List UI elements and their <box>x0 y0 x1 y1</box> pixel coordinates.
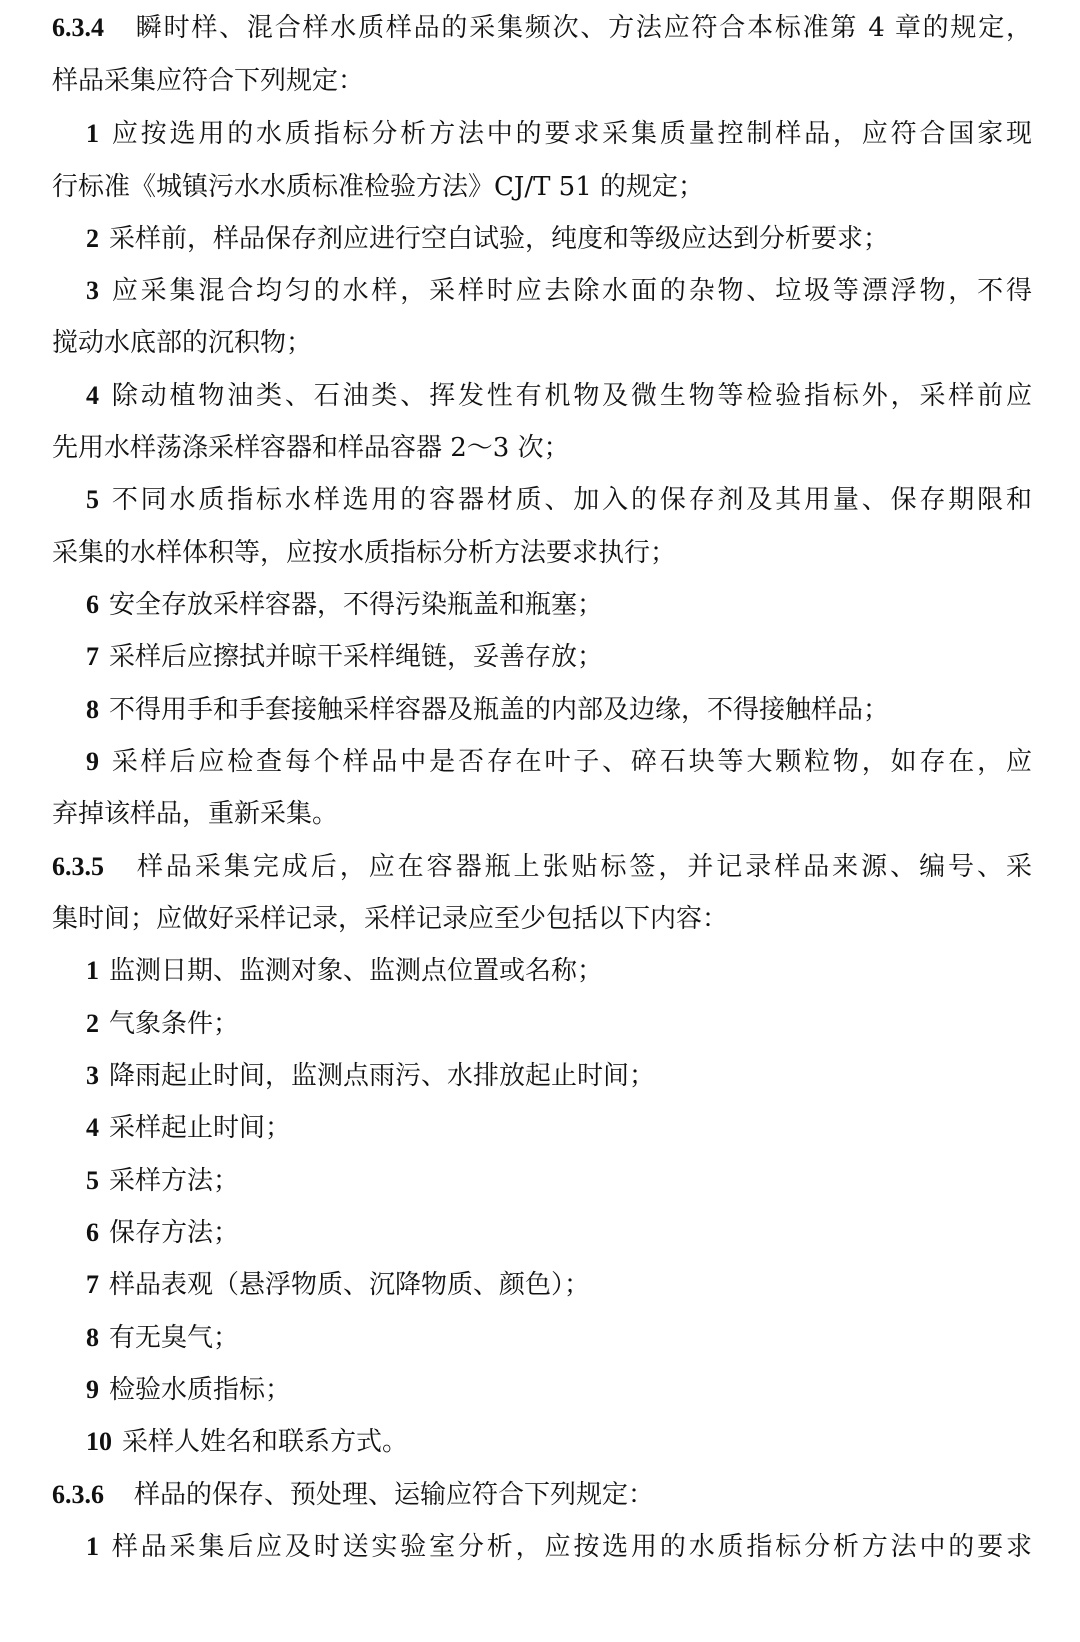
item-number: 1 <box>86 956 99 985</box>
list-item <box>86 1258 1032 1312</box>
item-number: 3 <box>86 1061 99 1090</box>
list-item <box>86 1520 1032 1574</box>
list-item <box>86 735 1032 789</box>
list-item-continuation <box>52 526 1032 580</box>
item-number: 2 <box>86 1009 99 1038</box>
list-item <box>86 997 1032 1051</box>
list-item <box>86 1101 1032 1155</box>
item-number: 7 <box>86 642 99 671</box>
item-text: 应按选用的水质指标分析方法中的要求采集质量控制样品，应符合国家现 <box>109 119 1032 149</box>
item-text: 搅动水底部的沉积物； <box>52 328 313 358</box>
item-text: 有无臭气； <box>109 1323 240 1353</box>
item-number: 9 <box>86 747 99 776</box>
list-item-continuation <box>52 787 1032 841</box>
item-number: 2 <box>86 224 99 253</box>
list-item-continuation <box>52 316 1032 370</box>
item-text: 采样起止时间； <box>109 1113 292 1143</box>
list-item <box>86 1049 1032 1103</box>
item-text: 监测日期、监测对象、监测点位置或名称； <box>109 956 604 986</box>
item-text: 检验水质指标； <box>109 1375 292 1405</box>
list-item <box>86 1415 1032 1469</box>
item-number: 10 <box>86 1427 112 1456</box>
item-number: 5 <box>86 485 99 514</box>
item-text: 弃掉该样品，重新采集。 <box>52 799 339 829</box>
list-item <box>86 578 1032 632</box>
item-text: 降雨起止时间，监测点雨污、水排放起止时间； <box>109 1061 656 1091</box>
clause-text: 样品的保存、预处理、运输应符合下列规定： <box>134 1480 655 1510</box>
list-item <box>86 369 1032 423</box>
item-number: 1 <box>86 1532 99 1561</box>
item-number: 3 <box>86 276 99 305</box>
item-number: 8 <box>86 695 99 724</box>
item-number: 8 <box>86 1323 99 1352</box>
list-item <box>86 107 1032 161</box>
clause-text: 集时间；应做好采样记录，采样记录应至少包括以下内容： <box>52 904 729 934</box>
clause-6-3-5-heading <box>52 840 1032 894</box>
item-number: 4 <box>86 381 99 410</box>
clause-6-3-4-heading <box>0 1 1032 55</box>
item-number: 9 <box>86 1375 99 1404</box>
item-text: 不同水质指标水样选用的容器材质、加入的保存剂及其用量、保存期限和 <box>109 485 1032 515</box>
clause-text: 样品采集应符合下列规定： <box>52 66 365 96</box>
clause-6-3-5-continuation <box>52 892 1032 946</box>
list-item-continuation <box>52 421 1032 475</box>
item-text: 采集的水样体积等，应按水质指标分析方法要求执行； <box>52 538 677 568</box>
clause-number: 6.3.6 <box>52 1480 104 1509</box>
list-item <box>86 264 1032 318</box>
item-text: 气象条件； <box>109 1009 240 1039</box>
item-number: 1 <box>86 119 99 148</box>
list-item <box>86 944 1032 998</box>
clause-6-3-4-continuation <box>52 54 1032 108</box>
list-item <box>86 683 1032 737</box>
item-text: 应采集混合均匀的水样，采样时应去除水面的杂物、垃圾等漂浮物，不得 <box>109 276 1032 306</box>
item-text: 采样前，样品保存剂应进行空白试验，纯度和等级应达到分析要求； <box>109 224 890 254</box>
item-text: 样品采集后应及时送实验室分析，应按选用的水质指标分析方法中的要求 <box>109 1532 1032 1562</box>
item-text: 样品表观（悬浮物质、沉降物质、颜色）； <box>109 1270 591 1300</box>
item-text: 保存方法； <box>109 1218 240 1248</box>
item-number: 6 <box>86 590 99 619</box>
clause-6-3-6-heading <box>52 1468 1032 1522</box>
list-item <box>86 630 1032 684</box>
clause-number: 6.3.4 <box>52 13 104 42</box>
list-item <box>86 473 1032 527</box>
item-text: 除动植物油类、石油类、挥发性有机物及微生物等检验指标外，采样前应 <box>109 381 1032 411</box>
list-item <box>86 1311 1032 1365</box>
item-number: 7 <box>86 1270 99 1299</box>
list-item <box>86 212 1032 266</box>
list-item <box>86 1154 1032 1208</box>
item-text: 采样方法； <box>109 1166 240 1196</box>
item-text: 先用水样荡涤采样容器和样品容器 2～3 次； <box>52 433 570 463</box>
item-text: 不得用手和手套接触采样容器及瓶盖的内部及边缘，不得接触样品； <box>109 695 890 725</box>
item-number: 6 <box>86 1218 99 1247</box>
item-text: 采样后应擦拭并晾干采样绳链，妥善存放； <box>109 642 604 672</box>
list-item <box>86 1206 1032 1260</box>
item-number: 4 <box>86 1113 99 1142</box>
item-number: 5 <box>86 1166 99 1195</box>
list-item-continuation <box>52 160 1032 214</box>
item-text: 采样人姓名和联系方式。 <box>122 1427 409 1457</box>
list-item <box>86 1363 1032 1417</box>
clause-number: 6.3.5 <box>52 852 104 881</box>
item-text: 采样后应检查每个样品中是否存在叶子、碎石块等大颗粒物，如存在，应 <box>109 747 1032 777</box>
item-text: 行标准《城镇污水水质标准检验方法》CJ/T 51 的规定； <box>52 172 705 202</box>
clause-text: 样品采集完成后，应在容器瓶上张贴标签，并记录样品来源、编号、采 <box>134 852 1032 882</box>
clause-text: 瞬时样、混合样水质样品的采集频次、方法应符合本标准第 4 章的规定， <box>134 13 1032 43</box>
item-text: 安全存放采样容器，不得污染瓶盖和瓶塞； <box>109 590 604 620</box>
